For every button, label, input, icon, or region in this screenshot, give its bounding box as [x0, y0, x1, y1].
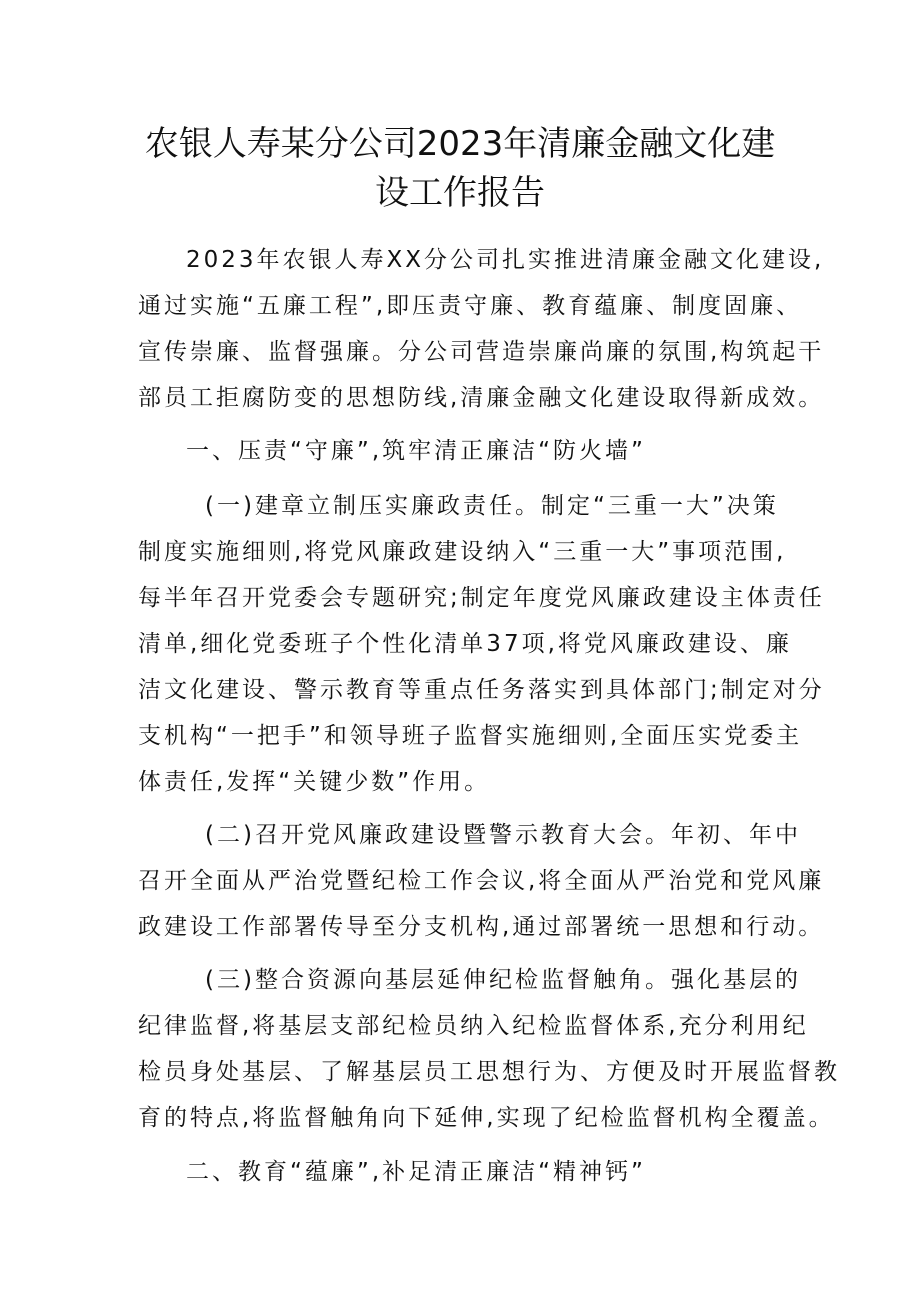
paragraph-line: (一)建章立制压实廉政责任。制定“三重一大”决策 — [205, 493, 779, 519]
paragraph-line: (三)整合资源向基层延伸纪检监督触角。强化基层的 — [205, 967, 801, 993]
title-line-1: 农银人寿某分公司2023年清廉金融文化建 — [144, 124, 776, 164]
paragraph-line: 支机构“一把手”和领导班子监督实施细则,全面压实党委主 — [138, 723, 803, 749]
paragraph-line: 每半年召开党委会专题研究;制定年度党风廉政建设主体责任 — [138, 585, 825, 611]
paragraph-line: 召开全面从严治党暨纪检工作会议,将全面从严治党和党风廉 — [138, 868, 825, 894]
intro-line: 2023年农银人寿XX分公司扎实推进清廉金融文化建设, — [186, 247, 825, 273]
intro-line: 部员工拒腐防变的思想防线,清廉金融文化建设取得新成效。 — [138, 385, 825, 411]
title-line-2: 设工作报告 — [375, 173, 545, 213]
intro-line: 通过实施“五廉工程”,即压责守廉、教育蕴廉、制度固廉、 — [138, 293, 803, 319]
paragraph-line: 纪律监督,将基层支部纪检员纳入纪检监督体系,充分利用纪 — [138, 1013, 809, 1039]
paragraph-line: 检员身处基层、了解基层员工思想行为、方便及时开展监督教 — [138, 1059, 840, 1085]
paragraph-line: 清单,细化党委班子个性化清单37项,将党风廉政建设、廉 — [138, 631, 792, 657]
paragraph-line: 洁文化建设、警示教育等重点任务落实到具体部门;制定对分 — [138, 677, 825, 703]
paragraph-line: 育的特点,将监督触角向下延伸,实现了纪检监督机构全覆盖。 — [138, 1105, 835, 1131]
paragraph-line: 政建设工作部署传导至分支机构,通过部署统一思想和行动。 — [138, 914, 825, 940]
section-heading-1: 一、压责“守廉”,筑牢清正廉洁“防火墙” — [186, 438, 646, 464]
paragraph-line: 制度实施细则,将党风廉政建设纳入“三重一大”事项范围, — [138, 539, 787, 565]
intro-line: 宣传崇廉、监督强廉。分公司营造崇廉尚廉的氛围,构筑起干 — [138, 339, 825, 365]
section-heading-2: 二、教育“蕴廉”,补足清正廉洁“精神钙” — [186, 1159, 646, 1185]
document-title — [90, 120, 830, 218]
paragraph-line: 体责任,发挥“关键少数”作用。 — [138, 769, 491, 795]
paragraph-line: (二)召开党风廉政建设暨警示教育大会。年初、年中 — [205, 822, 801, 848]
